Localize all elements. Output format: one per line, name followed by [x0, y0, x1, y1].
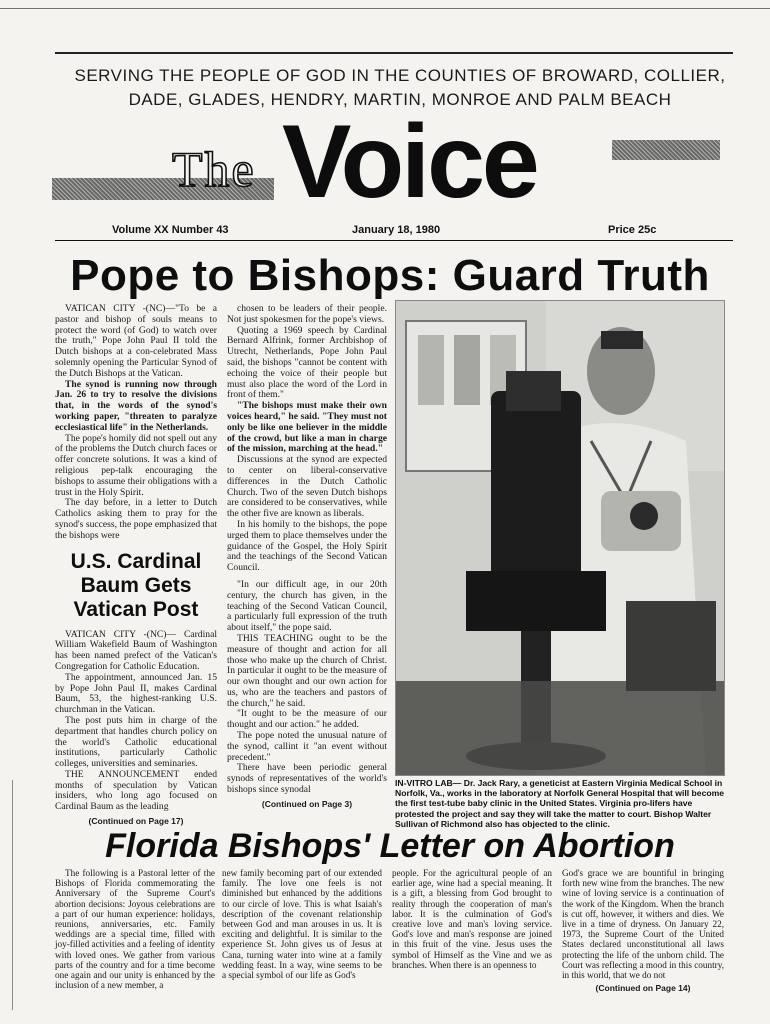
- cardinal-headline: U.S. Cardinal Baum Gets Vatican Post: [70, 549, 202, 621]
- lead-paragraph: "In our difficult age, in our 20th century, the church has given, in the teaching of the Second Vatican Council, a particularly full expression of the truth about itself," the pope said.: [227, 578, 387, 634]
- photo-caption: IN-VITRO LAB— Dr. Jack Rary, a geneticist at Eastern Virginia Medical School in Norfolk, Va., works in the laboratory at Norfolk General Hospital that will become the first test-tube baby clinic in the United States. Virginia pro-lifers have protested the project and say they will take the matter to court. Bishop Walter Sullivan of Richmond also has objected to the clinic.: [395, 778, 725, 829]
- lead-paragraph: chosen to be leaders of their people. Not just spokesmen for the pope's views.: [227, 303, 387, 325]
- masthead-hatch-right: [612, 140, 720, 160]
- masthead-title: [52, 104, 720, 220]
- cardinal-paragraph: THE ANNOUNCEMENT ended months of speculation by Vatican insiders, who long ago focused on Cardinal Baum as the leading: [55, 768, 217, 813]
- masthead-top-rule: [55, 52, 733, 54]
- abortion-column-3: [392, 868, 552, 970]
- abortion-headline: Florida Bishops' Letter on Abortion: [105, 827, 675, 865]
- lead-continued: (Continued on Page 3): [261, 798, 353, 809]
- issue-volume: Volume XX Number 43: [112, 224, 229, 236]
- abortion-text: people. For the agricultural people of an earlier age, wine had a special meaning. It is a gift, a blessing from God brought to reality through the cooperation of man's labor. It is the culmination of God's creative love and man's loving service. God's love and man's response are joined in this fruit of the vine. Jesus uses the symbol of Himself as the Vine and we as branches. When there is an openness to: [392, 868, 552, 970]
- left-edge-line: [12, 780, 13, 1010]
- abortion-text: new family becoming part of our extended family. The love one feels is not diminished but enhanced by the additions to our circle of love. This is what Isaiah's description of the covenant relationship between God and man arouses in us. It is exciting and delightful. It is similar to the experience St. John gives us of Jesus at Cana, turning water into wine at a family wedding feast. In a way, wine seems to be a special symbol of our life as God's: [222, 868, 382, 981]
- abortion-text: God's grace we are bountiful in bringing forth new wine from the branches. The new wine of loving service is a continuation of the work of the Kingdom. When the branch is cut off, however, it withers and dies. We live in a time of dryness. On January 22, 1973, the Supreme Court of the United States declared unconstitutional all laws protecting the life of the unborn child. The Court was reflecting a mood in this country, in this world, that we do not: [562, 868, 724, 981]
- masthead-title-the: The: [172, 141, 256, 197]
- lead-paragraph: "The bishops must make their own voices heard," he said. "They must not only be like one believer in the middle of the crowd, but like a man in charge of the mission, marching at the head.": [227, 400, 387, 455]
- issue-rule: [55, 240, 733, 241]
- lead-paragraph: Quoting a 1969 speech by Cardinal Bernard Alfrink, former Archbishop of Utrecht, Netherlands, Pope John Paul said, the bishops "cannot be content with echoing the voice of their people but must also place the word of the Lord in front of them.": [227, 324, 387, 401]
- masthead-tagline-1: SERVING THE PEOPLE OF GOD IN THE COUNTIES OF BROWARD, COLLIER,: [74, 66, 726, 85]
- abortion-column-1: [55, 868, 215, 990]
- masthead-title-voice: Voice: [282, 104, 537, 220]
- lead-paragraph: There have been periodic general synods of representatives of the world's bishops since synodal: [227, 762, 387, 796]
- lead-paragraph: In his homily to the bishops, the pope urged them to place themselves under the guidance of the Gospel, the Holy Spirit and the teachings of the Second Vatican Council.: [227, 518, 387, 574]
- cardinal-continued: (Continued on Page 17): [88, 816, 184, 827]
- lead-paragraph: The day before, in a letter to Dutch Catholics asking them to pray for the synod's success, the pope emphasized that the bishops were: [55, 497, 217, 541]
- lead-paragraph: VATICAN CITY -(NC)—"To be a pastor and bishop of souls means to protect the word (of God) to watch over the truth," Pope John Paul II told the Dutch bishops at a con-celebrated Mass solemnly opening the Particular Synod of the Dutch Bishops at the Vatican.: [55, 303, 217, 379]
- lead-headline: Pope to Bishops: Guard Truth: [70, 251, 710, 300]
- top-edge-line: [0, 8, 770, 9]
- lead-paragraph: THIS TEACHING ought to be the measure of thought and action for all those who make up the church of Christ. In particular it ought to be the measure of our own thought and our own action for us, who are the teachers and pastors of the church," he said.: [227, 632, 387, 709]
- lead-paragraph: The synod is running now through Jan. 26 to try to resolve the divisions that, in the words of the synod's working paper, "threaten to paralyze ecclesiastical life" in the Netherlands.: [55, 378, 217, 433]
- abortion-continued: (Continued on Page 14): [595, 983, 691, 994]
- issue-date: January 18, 1980: [352, 224, 441, 236]
- cardinal-paragraph: VATICAN CITY -(NC)— Cardinal William Wakefield Baum of Washington has been named prefect of the Vatican's Congregation for Catholic Education.: [55, 628, 217, 672]
- lab-photo: [395, 300, 725, 776]
- issue-price: Price 25c: [608, 224, 657, 236]
- abortion-column-4: [562, 868, 724, 993]
- cardinal-paragraph: The post puts him in charge of the department that handles church policy on the world's Catholic educational institutions, particularly Catholic colleges, universities and seminaries.: [55, 714, 217, 770]
- lead-column-2: [227, 304, 387, 810]
- masthead-tagline-2: DADE, GLADES, HENDRY, MARTIN, MONROE AND PALM BEACH: [128, 90, 672, 109]
- lead-paragraph: The pope's homily did not spell out any of the problems the Dutch church faces or offer concrete solutions. It was a kind of religious pep-talk encouraging the bishops to assume their obligations with a trust in the Holy Spirit.: [55, 432, 217, 498]
- lead-paragraph: "It ought to be the measure of our thought and our action." he added.: [227, 708, 387, 731]
- lab-photo-illustration: [396, 301, 725, 776]
- abortion-column-2: [222, 868, 382, 980]
- lead-paragraph: The pope noted the unusual nature of the synod, callint it "an event without precedent.": [227, 730, 387, 763]
- abortion-text: The following is a Pastoral letter of the Bishops of Florida commemorating the Anniversary of the Supreme Court's abortion decisions: Joyous celebrations are a part of our human experience: holidays, reunions, anniversaries, etc. Family weddings are a special time, filled with joy-filled activities and a feeling of identity with loved ones. We gather from various parts of the country and for a time become one again and our unity is enhanced by the inclusion of a new member, a: [55, 868, 215, 991]
- lead-paragraph: Discussions at the synod are expected to center on liberal-conservative differences in the Dutch Catholic Church. Two of the seven Dutch bishops are considered to be conservatives, while the other five are known as liberals.: [227, 454, 387, 520]
- lead-column-1: [55, 304, 217, 827]
- cardinal-paragraph: The appointment, announced Jan. 15 by Pope John Paul II, makes Cardinal Baum, 53, the highest-ranking U.S. churchman in the Vatican.: [55, 671, 217, 716]
